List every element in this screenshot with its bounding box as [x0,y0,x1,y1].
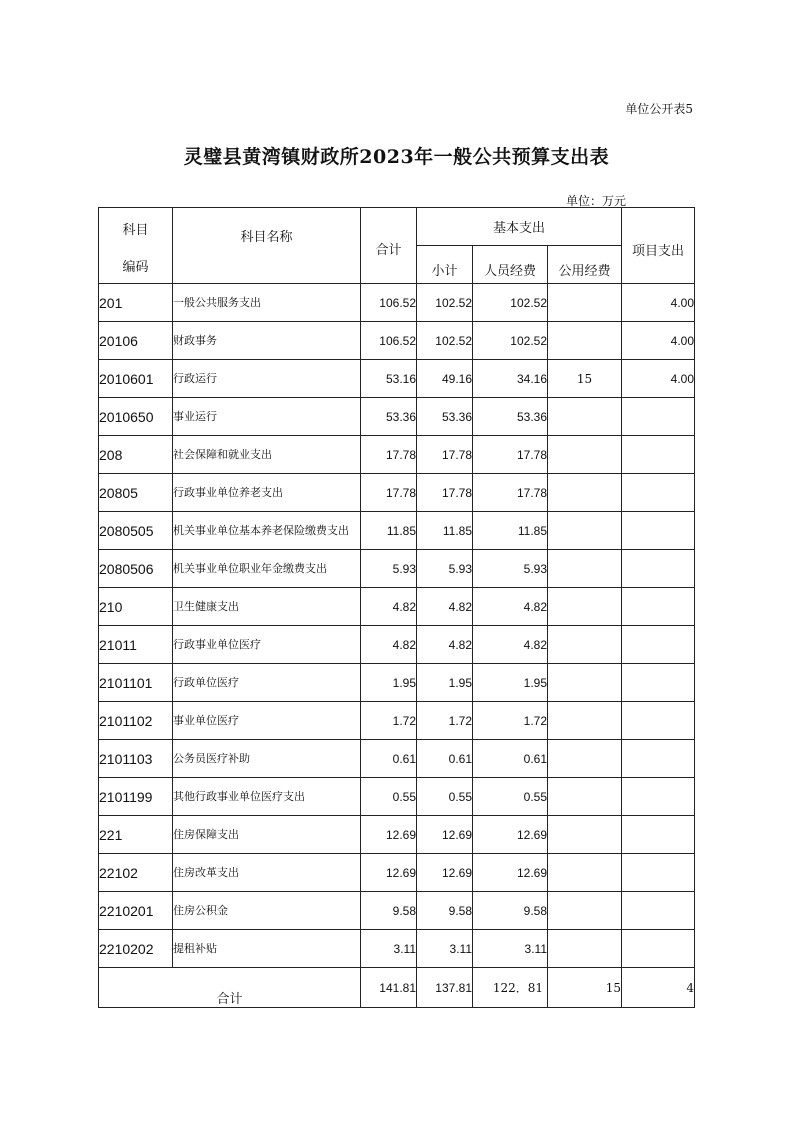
table-row [99,588,695,626]
page-title: 灵璧县黄湾镇财政所2023年一般公共预算支出表 [183,146,610,168]
row-personnel: 102.52 [473,284,548,322]
row-public [548,740,622,778]
row-project [622,588,695,626]
row-name: 一般公共服务支出 [173,284,361,322]
row-public: 15 [548,360,622,398]
row-project [622,626,695,664]
row-subtotal: 12.69 [417,816,473,854]
table-row [99,360,695,398]
row-total: 12.69 [361,854,417,892]
total-total: 141.81 [361,968,417,1008]
row-subtotal: 0.61 [417,740,473,778]
total-subtotal: 137.81 [417,968,473,1008]
row-name: 其他行政事业单位医疗支出 [173,778,361,816]
total-row [99,968,695,1008]
row-total: 9.58 [361,892,417,930]
row-public [548,436,622,474]
row-project [622,740,695,778]
row-personnel: 34.16 [473,360,548,398]
row-name: 住房改革支出 [173,854,361,892]
row-personnel: 53.36 [473,398,548,436]
row-subtotal: 4.82 [417,626,473,664]
header-name: 科目名称 [173,208,361,284]
row-subtotal: 0.55 [417,778,473,816]
row-public [548,892,622,930]
row-name: 机关事业单位职业年金缴费支出 [173,550,361,588]
row-name: 事业单位医疗 [173,702,361,740]
header-basic: 基本支出 [417,208,622,246]
row-personnel: 1.72 [473,702,548,740]
row-personnel: 11.85 [473,512,548,550]
row-subtotal: 5.93 [417,550,473,588]
row-personnel: 1.95 [473,664,548,702]
row-code: 2010601 [99,360,173,398]
header-personnel: 人员经费 [473,246,548,284]
row-code: 2101101 [99,664,173,702]
row-total: 17.78 [361,474,417,512]
table-row [99,322,695,360]
row-name: 住房保障支出 [173,816,361,854]
table-row [99,474,695,512]
header-total: 合计 [361,208,417,284]
row-code: 21011 [99,626,173,664]
row-public [548,816,622,854]
table-header [99,208,695,284]
row-project [622,398,695,436]
row-personnel: 12.69 [473,854,548,892]
row-code: 2101102 [99,702,173,740]
row-personnel: 4.82 [473,588,548,626]
table-row [99,664,695,702]
row-public [548,854,622,892]
row-personnel: 17.78 [473,474,548,512]
row-personnel: 0.55 [473,778,548,816]
table-row [99,892,695,930]
row-project [622,664,695,702]
row-public [548,930,622,968]
row-code: 2101103 [99,740,173,778]
table-row [99,626,695,664]
row-public [548,626,622,664]
row-subtotal: 9.58 [417,892,473,930]
row-subtotal: 17.78 [417,474,473,512]
table-row [99,854,695,892]
row-name: 财政事务 [173,322,361,360]
row-public [548,702,622,740]
row-total: 1.95 [361,664,417,702]
table-row [99,436,695,474]
row-project [622,778,695,816]
header-code [99,208,173,284]
row-code: 2010650 [99,398,173,436]
row-total: 12.69 [361,816,417,854]
row-subtotal: 4.82 [417,588,473,626]
row-public [548,322,622,360]
row-personnel: 5.93 [473,550,548,588]
row-project [622,854,695,892]
row-project: 4.00 [622,360,695,398]
row-name: 行政事业单位养老支出 [173,474,361,512]
row-personnel: 12.69 [473,816,548,854]
row-code: 2210202 [99,930,173,968]
row-subtotal: 102.52 [417,284,473,322]
row-total: 106.52 [361,322,417,360]
row-total: 0.61 [361,740,417,778]
header-subtotal: 小计 [417,246,473,284]
budget-table [98,207,695,1008]
row-code: 20805 [99,474,173,512]
row-subtotal: 1.95 [417,664,473,702]
table-row [99,284,695,322]
row-public [548,588,622,626]
row-project [622,512,695,550]
row-project [622,816,695,854]
row-name: 社会保障和就业支出 [173,436,361,474]
row-name: 住房公积金 [173,892,361,930]
row-code: 208 [99,436,173,474]
row-project: 4.00 [622,322,695,360]
row-project [622,436,695,474]
row-total: 53.36 [361,398,417,436]
table-row [99,702,695,740]
row-public [548,284,622,322]
row-subtotal: 53.36 [417,398,473,436]
table-row [99,930,695,968]
row-personnel: 17.78 [473,436,548,474]
row-name: 公务员医疗补助 [173,740,361,778]
form-number: 单位公开表5 [625,102,693,116]
row-subtotal: 12.69 [417,854,473,892]
row-subtotal: 1.72 [417,702,473,740]
row-subtotal: 17.78 [417,436,473,474]
row-name: 行政事业单位医疗 [173,626,361,664]
table-row [99,398,695,436]
row-project: 4.00 [622,284,695,322]
row-code: 2210201 [99,892,173,930]
table-row [99,778,695,816]
row-code: 2101199 [99,778,173,816]
header-project: 项目支出 [622,208,695,284]
table-row [99,740,695,778]
row-name: 事业运行 [173,398,361,436]
table-body [99,284,695,968]
row-personnel: 0.61 [473,740,548,778]
row-subtotal: 3.11 [417,930,473,968]
total-personnel: 122．81 [473,968,548,1008]
row-public [548,778,622,816]
row-name: 机关事业单位基本养老保险缴费支出 [173,512,361,550]
row-total: 4.82 [361,626,417,664]
header-public: 公用经费 [548,246,622,284]
row-code: 210 [99,588,173,626]
total-project: 4 [622,968,695,1008]
row-personnel: 3.11 [473,930,548,968]
row-code: 221 [99,816,173,854]
header-code-top: 科目 [122,222,149,238]
row-public [548,474,622,512]
row-code: 2080506 [99,550,173,588]
total-label: 合计 [99,968,361,1008]
row-project [622,474,695,512]
header-code-bottom: 编码 [122,259,149,275]
row-total: 1.72 [361,702,417,740]
row-total: 106.52 [361,284,417,322]
row-public [548,550,622,588]
row-name: 卫生健康支出 [173,588,361,626]
row-personnel: 9.58 [473,892,548,930]
row-project [622,550,695,588]
row-code: 201 [99,284,173,322]
row-name: 行政运行 [173,360,361,398]
row-total: 4.82 [361,588,417,626]
row-code: 22102 [99,854,173,892]
row-total: 53.16 [361,360,417,398]
row-name: 提租补贴 [173,930,361,968]
row-code: 20106 [99,322,173,360]
row-public [548,398,622,436]
row-project [622,892,695,930]
table-row [99,512,695,550]
row-subtotal: 11.85 [417,512,473,550]
row-public [548,664,622,702]
row-project [622,702,695,740]
row-total: 5.93 [361,550,417,588]
row-subtotal: 102.52 [417,322,473,360]
row-project [622,930,695,968]
row-personnel: 102.52 [473,322,548,360]
row-code: 2080505 [99,512,173,550]
row-total: 0.55 [361,778,417,816]
row-personnel: 4.82 [473,626,548,664]
total-public: 15 [548,968,622,1008]
row-subtotal: 49.16 [417,360,473,398]
row-total: 17.78 [361,436,417,474]
unit-label: 单位：万元 [566,194,627,208]
row-name: 行政单位医疗 [173,664,361,702]
table-row [99,550,695,588]
row-total: 3.11 [361,930,417,968]
row-public [548,512,622,550]
table-row [99,816,695,854]
row-total: 11.85 [361,512,417,550]
